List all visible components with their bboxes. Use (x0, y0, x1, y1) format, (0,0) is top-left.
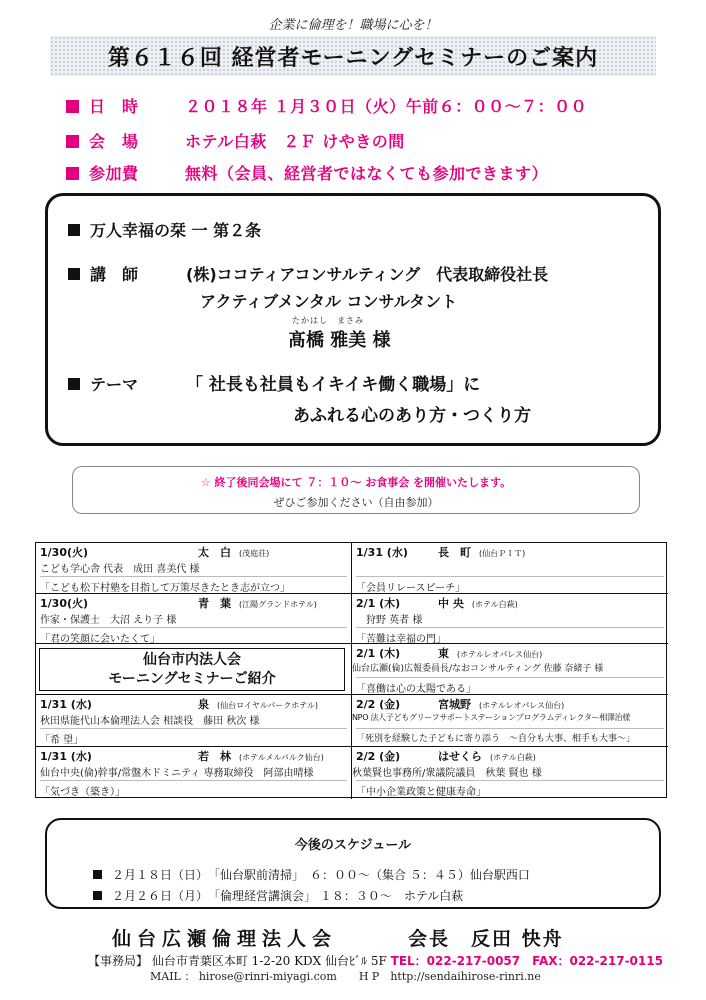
venue-name: (江陽グランドホテル) (239, 600, 317, 609)
theme-text-1: 「 社長も社員もイキイキ働く職場」に (186, 375, 481, 395)
info-label: 日 時 (89, 97, 139, 116)
venue-name: (ホテルレオパレス仙台) (479, 701, 565, 710)
pink-square-icon (66, 167, 79, 180)
page-title: 第６１６回 経営者モーニングセミナーのご案内 (50, 36, 656, 76)
cell-date: 2/2 (金) (356, 750, 401, 763)
info-value: ホテル白萩 ２Ｆ けやきの間 (185, 132, 405, 151)
place-name: 若 林 (198, 750, 231, 763)
venue-name: (茂庭荘) (239, 549, 270, 558)
cell-head (356, 645, 664, 661)
table-cell (36, 543, 352, 594)
seminar-table (35, 542, 667, 798)
theme-line (68, 370, 480, 395)
place-name: 東 (438, 647, 449, 660)
intro-line-2: モーニングセミナーご紹介 (108, 671, 276, 687)
info-label: 参加費 (89, 164, 139, 183)
place-name: 泉 (198, 698, 209, 711)
notice-line-1: ☆ 終了後同会場にて ７：１０～ お食事会 を開催いたします。 (200, 476, 512, 489)
intro-cell (36, 644, 352, 695)
place-name: 長 町 (438, 546, 471, 559)
dinner-notice (72, 466, 640, 514)
cell-place (198, 595, 317, 611)
president-name: 会長 反田 快舟 (408, 928, 564, 950)
office-address (88, 952, 663, 969)
cell-topic: 「中小企業政策と健康寿命」 (356, 780, 664, 798)
speaker-ruby: たかはし まさみ (292, 316, 364, 325)
cell-place (438, 748, 536, 764)
schedule-title: 今後のスケジュール (294, 838, 412, 853)
info-fee (66, 161, 548, 184)
cell-speaker: 秋田県能代山本倫理法人会 相談役 藤田 秋次 様 (40, 716, 260, 727)
cell-head (40, 595, 347, 611)
cell-topic: 「苦難は幸福の門」 (356, 627, 664, 644)
pink-square-icon (66, 135, 79, 148)
cell-head (40, 748, 347, 764)
venue-name: (仙台ロイヤルパークホテル) (217, 701, 318, 710)
table-cell (36, 594, 352, 644)
cell-speaker: 作家・保護士 大沼 えり子 様 (40, 615, 177, 626)
info-label: 会 場 (89, 132, 139, 151)
cell-speaker: 仙台広瀬(倫)広報委員長/なおコンサルティング 佐藤 奈緒子 様 (352, 664, 604, 674)
cell-place (438, 595, 518, 611)
venue-name: (ホテルレオパレス仙台) (457, 650, 543, 659)
article-line (68, 218, 261, 241)
cell-speaker: 仙台中央(倫)幹事/常盤木ドミニティ 専務取締役 阿部由晴様 (40, 768, 314, 779)
place-name: 宮城野 (438, 698, 471, 711)
info-venue (66, 129, 405, 152)
venue-name: (仙台ＰＩＴ) (479, 549, 526, 558)
schedule-item-text: ２月２６日（月） 「倫理経営講演会」 １８：３０～ ホテル白萩 (112, 889, 464, 903)
cell-date: 1/31 (水) (40, 750, 92, 763)
venue-name: (ホテル白萩) (471, 600, 518, 609)
organization-line (0, 924, 706, 948)
cell-head (356, 595, 664, 611)
speaker-title: アクティブメンタル コンサルタント (200, 292, 458, 311)
cell-place (198, 748, 324, 764)
cell-date: 1/30(火) (40, 546, 89, 559)
cell-speaker: こども学心舎 代表 成田 喜美代 様 (40, 564, 200, 575)
article-text: 万人幸福の栞 一 第２条 (90, 221, 262, 240)
theme-text-2: あふれる心のあり方・つくり方 (293, 406, 531, 426)
cell-topic: 「会員リレースピーチ」 (356, 576, 664, 594)
table-cell (352, 594, 668, 644)
speaker-line (68, 262, 548, 285)
table-cell (352, 543, 668, 594)
venue-name: (ホテルメルパルク仙台) (239, 753, 324, 762)
phone-fax: TEL：022-217-0057 FAX：022-217-0115 (390, 954, 663, 968)
cell-topic: 「喜働は心の太陽である」 (356, 677, 664, 695)
info-value: ２０１８年 １月３０日（火）午前６：００～７：００ (185, 97, 588, 116)
info-value: 無料（会員、経営者ではなくても参加できます） (185, 164, 549, 183)
tagline: 企業に倫理を！職場に心を！ (268, 18, 438, 33)
speaker-company: (株)ココティアコンサルティング 代表取締役社長 (186, 265, 549, 284)
cell-speaker: NPO 法人子どもグリーフサポートステーションプログラムディレクター相澤治様 (352, 713, 631, 722)
place-name: 中 央 (438, 597, 464, 610)
cell-place (438, 544, 525, 560)
seminar-details-box (45, 193, 661, 446)
mail-homepage: MAIL ： hirose@rinri-miyagi.com H P http://sendaihirose-rinri.ne (150, 970, 541, 983)
cell-head (356, 544, 664, 560)
venue-name: (ホテル白萩) (490, 753, 536, 762)
table-cell (352, 644, 668, 695)
cell-date: 1/31 (水) (356, 546, 408, 559)
schedule-item (93, 866, 530, 883)
cell-place (198, 544, 269, 560)
black-square-icon (93, 870, 102, 879)
cell-head (356, 748, 664, 764)
schedule-item (93, 887, 463, 904)
black-square-icon (68, 224, 80, 236)
speaker-name: 髙橋 雅美 様 (288, 330, 391, 351)
cell-place (438, 645, 542, 661)
info-datetime (66, 94, 587, 117)
intro-line-1: 仙台市内法人会 (143, 652, 241, 668)
black-square-icon (68, 378, 80, 390)
schedule-box (45, 818, 661, 909)
table-cell (36, 695, 352, 747)
cell-date: 2/1 (木) (356, 597, 401, 610)
intro-box (39, 648, 345, 691)
pink-square-icon (66, 100, 79, 113)
notice-line-2: ぜひご参加ください（自由参加） (273, 496, 439, 509)
cell-head (356, 696, 664, 712)
cell-place (198, 696, 318, 712)
cell-head (40, 544, 347, 560)
table-cell (352, 747, 668, 799)
table-cell (36, 747, 352, 799)
cell-topic: 「気づき（築き）」 (40, 780, 347, 798)
place-name: 太 白 (198, 546, 231, 559)
cell-topic: 「こども松下村塾を目指して万策尽きたとき志が立つ」 (40, 576, 347, 594)
black-square-icon (93, 891, 102, 900)
table-cell (352, 695, 668, 747)
cell-topic: 「君の笑顔に会いたくて」 (40, 627, 347, 644)
black-square-icon (68, 268, 80, 280)
cell-head (40, 696, 347, 712)
cell-date: 1/31 (水) (40, 698, 92, 711)
cell-place (438, 696, 564, 712)
speaker-label: 講 師 (90, 265, 139, 284)
cell-speaker: 秋葉賢也事務所/衆議院議員 秋葉 賢也 様 (352, 768, 542, 779)
cell-topic: 「希 望」 (40, 728, 347, 746)
cell-date: 2/2 (金) (356, 698, 401, 711)
place-name: 青 葉 (198, 597, 231, 610)
place-name: はせくら (438, 750, 482, 763)
office-text: 【事務局】 仙台市青葉区本町 1-2-20 KDX 仙台ﾋﾞﾙ 5F (88, 954, 387, 968)
cell-speaker: 狩野 英者 様 (366, 615, 423, 626)
cell-date: 2/1 (木) (356, 647, 401, 660)
schedule-item-text: ２月１８日（日） 「仙台駅前清掃」 ６：００～（集合 ５：４５）仙台駅西口 (112, 868, 530, 882)
organization-name: 仙台広瀬倫理法人会 (112, 928, 338, 950)
cell-date: 1/30(火) (40, 597, 89, 610)
cell-topic: 「死別を経験した子どもに寄り添う ～自分も大事、相手も大事～」 (356, 728, 664, 744)
theme-label: テーマ (90, 375, 139, 394)
